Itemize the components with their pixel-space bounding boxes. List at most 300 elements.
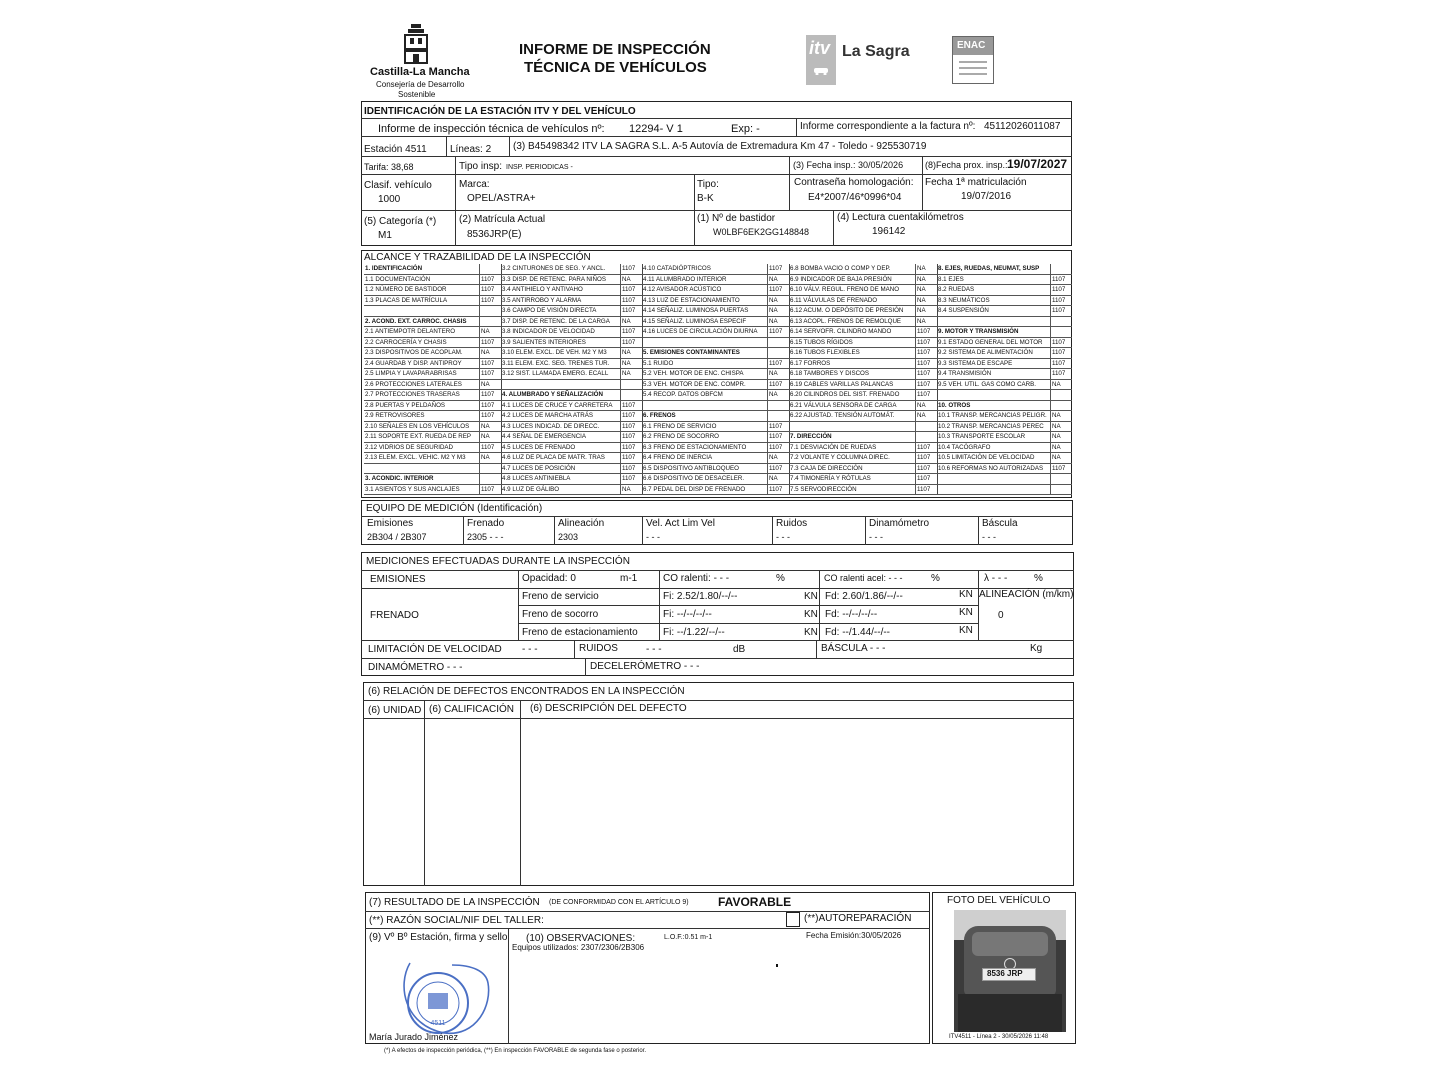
scope-item-code: NA <box>1050 432 1072 443</box>
photo-plate: 8536 JRP <box>987 969 1023 978</box>
scope-item-code: NA <box>915 296 937 307</box>
scope-item-label: 6.21 VÁLVULA SENSORA DE CARGA <box>789 401 915 412</box>
scope-item-label: 5. EMISIONES CONTAMINANTES <box>642 348 767 359</box>
scope-item-code: NA <box>1050 380 1072 391</box>
scope-item-code: NA <box>1050 422 1072 433</box>
scope-item-code <box>479 264 501 275</box>
scope-item-label: 9.5 VEH. UTIL. GAS COMO CARB. <box>937 380 1050 391</box>
scope-item-code: 1107 <box>479 411 501 422</box>
scope-item-code: 1107 <box>915 390 937 401</box>
scope-item-code <box>1050 317 1072 328</box>
scope-item-code: NA <box>767 317 789 328</box>
scope-item-code: 1107 <box>479 285 501 296</box>
scope-item-code: 1107 <box>915 369 937 380</box>
scope-item-code: NA <box>620 275 642 286</box>
scope-item-code: 1107 <box>767 422 789 433</box>
region-sub2: Sostenible <box>398 90 436 99</box>
scope-item-code: 1107 <box>915 348 937 359</box>
equipment-value: - - - <box>776 532 790 542</box>
scope-item-label: 3.1 ASIENTOS Y SUS ANCLAJES <box>364 485 479 496</box>
scope-item-code <box>1050 401 1072 412</box>
vehicle-photo <box>954 910 1066 1032</box>
scope-item-label: 3.10 ELEM. EXCL. DE VEH. M2 Y M3 <box>501 348 620 359</box>
scope-item-label: 1.2 NÚMERO DE BASTIDOR <box>364 285 479 296</box>
scope-item-code: 1107 <box>1050 348 1072 359</box>
scope-item-label <box>642 401 767 412</box>
equipment-label: Emisiones <box>367 518 414 529</box>
scope-item-label: 7.3 CAJA DE DIRECCIÓN <box>789 464 915 475</box>
kn-1: KN <box>804 591 818 602</box>
scope-item-label: 4.9 LUZ DE GÁLIBO <box>501 485 620 496</box>
col-unidad: (6) UNIDAD <box>368 705 422 716</box>
matricula-label: (2) Matrícula Actual <box>459 214 546 225</box>
scope-item-label: 3.6 CAMPO DE VISIÓN DIRECTA <box>501 306 620 317</box>
scope-item-code: NA <box>1050 411 1072 422</box>
ident-title: IDENTIFICACIÓN DE LA ESTACIÓN ITV Y DEL VEHÍCULO <box>364 106 636 117</box>
scope-item-label: 3. ACONDIC. INTERIOR <box>364 474 479 485</box>
scope-item-label: 2.11 SOPORTE EXT. RUEDA DE REP <box>364 432 479 443</box>
scope-item-label: 2.4 GUARDAB Y DISP. ANTIPROY <box>364 359 479 370</box>
co-acel-unit: % <box>931 573 940 584</box>
equipment-label: Báscula <box>982 518 1018 529</box>
next-insp-date: 19/07/2027 <box>1007 157 1068 171</box>
svg-text:4511: 4511 <box>430 1020 446 1027</box>
scope-item-label: 6.4 FRENO DE INERCIA <box>642 453 767 464</box>
scope-item-label: 10.3 TRANSPORTE ESCOLAR <box>937 432 1050 443</box>
scope-item-code <box>915 432 937 443</box>
vb-label: (9) Vº Bº Estación, firma y sello <box>369 932 508 943</box>
scope-item-label: 4.11 ALUMBRADO INTERIOR <box>642 275 767 286</box>
scope-item-label: 1.1 DOCUMENTACIÓN <box>364 275 479 286</box>
scope-item-code: 1107 <box>915 327 937 338</box>
scope-item-label: 6.11 VÁLVULAS DE FRENADO <box>789 296 915 307</box>
station: Estación 4511 <box>364 144 427 155</box>
equipment-divider <box>865 516 866 545</box>
scope-item-label: 4.12 AVISADOR ACÚSTICO <box>642 285 767 296</box>
scope-item-code <box>620 390 642 401</box>
photo-title: FOTO DEL VEHÍCULO <box>947 895 1051 906</box>
col-calificacion: (6) CALIFICACIÓN <box>429 704 515 715</box>
scope-item-label: 10.4 TACÓGRAFO <box>937 443 1050 454</box>
scope-item-code <box>479 474 501 485</box>
scope-item-code: NA <box>1050 443 1072 454</box>
scope-item-code: 1107 <box>767 285 789 296</box>
invoice-number: 45112026011087 <box>984 121 1061 132</box>
next-insp-label: (8)Fecha prox. insp.: <box>925 160 1008 170</box>
scope-item-label: 4.6 LUZ DE PLACA DE MATR. TRAS <box>501 453 620 464</box>
scope-item-label: 6. FRENOS <box>642 411 767 422</box>
scope-item-label: 2.7 PROTECCIONES TRASERAS <box>364 390 479 401</box>
lim-vel-value: - - - <box>522 644 538 655</box>
scope-item-code: 1107 <box>767 464 789 475</box>
equipos-utilizados: Equipos utilizados: 2307/2306/2B306 <box>512 943 645 952</box>
autoreparacion-checkbox <box>786 912 800 927</box>
scope-item-label: 6.5 DISPOSITIVO ANTIBLOQUEO <box>642 464 767 475</box>
scope-item-label: 1.3 PLACAS DE MATRÍCULA <box>364 296 479 307</box>
equipment-value: - - - <box>646 532 660 542</box>
scope-item-code: NA <box>767 369 789 380</box>
scope-item-label: 6.9 INDICADOR DE BAJA PRESIÓN <box>789 275 915 286</box>
scope-item-label: 3.3 DISP. DE RETENC. PARA NIÑOS <box>501 275 620 286</box>
db-unit: dB <box>733 644 746 655</box>
autoreparacion-label: (**)AUTOREPARACIÓN <box>804 913 912 924</box>
scope-item-code: NA <box>620 485 642 496</box>
scope-item-label: 6.6 DISPOSITIVO DE DESACELER. <box>642 474 767 485</box>
scope-grid <box>364 264 1072 496</box>
scope-item-code: NA <box>479 453 501 464</box>
scope-item-code: NA <box>767 453 789 464</box>
co-ralenti-unit: % <box>776 573 785 584</box>
scope-item-code: 1107 <box>767 380 789 391</box>
scope-item-code: 1107 <box>915 443 937 454</box>
scope-item-label: 4.2 LUCES DE MARCHA ATRÁS <box>501 411 620 422</box>
scope-item-code <box>767 411 789 422</box>
scope-item-code: 1107 <box>479 275 501 286</box>
scope-item-label: 9.1 ESTADO GENERAL DEL MOTOR <box>937 338 1050 349</box>
scope-item-label: 10.5 LIMITACIÓN DE VELOCIDAD <box>937 453 1050 464</box>
alineacion-value: 0 <box>998 610 1004 621</box>
scope-item-code: NA <box>915 264 937 275</box>
scope-item-label <box>789 422 915 433</box>
scope-item-label: 8.1 EJES <box>937 275 1050 286</box>
scope-item-code <box>767 348 789 359</box>
scope-item-label: 7. DIRECCIÓN <box>789 432 915 443</box>
scope-item-code: NA <box>915 411 937 422</box>
scope-item-label: 8.3 NEUMÁTICOS <box>937 296 1050 307</box>
scope-item-label: 5.2 VEH. MOTOR DE ENC. CHISPA <box>642 369 767 380</box>
lambda: λ - - - <box>984 573 1008 584</box>
scope-item-code <box>1050 264 1072 275</box>
scope-item-label: 6.1 FRENO DE SERVICIO <box>642 422 767 433</box>
equipment-divider <box>463 516 464 545</box>
scope-item-label: 2. ACOND. EXT. CARROC. CHASIS <box>364 317 479 328</box>
equipment-value: 2303 <box>558 532 579 542</box>
scope-item-label: 4.15 SEÑALIZ. LUMINOSA ESPECIF <box>642 317 767 328</box>
scope-item-label: 9. MOTOR Y TRANSMISIÓN <box>937 327 1050 338</box>
scope-item-code: 1107 <box>1050 359 1072 370</box>
scope-item-code: NA <box>1050 453 1072 464</box>
scope-item-label: 10.2 TRANSP. MERCANCIAS PEREC <box>937 422 1050 433</box>
scope-item-code: 1107 <box>620 264 642 275</box>
first-reg-label: Fecha 1ª matriculación <box>925 177 1027 188</box>
freno-servicio: Freno de servicio <box>522 591 599 602</box>
scope-item-label: 4. ALUMBRADO Y SEÑALIZACIÓN <box>501 390 620 401</box>
scope-item-label: 6.20 CILINDROS DEL SIST. FRENADO <box>789 390 915 401</box>
scope-item-label: 6.16 TUBOS FLEXIBLES <box>789 348 915 359</box>
scope-item-label: 1. IDENTIFICACIÓN <box>364 264 479 275</box>
scope-item-code: 1107 <box>767 443 789 454</box>
scope-item-label: 7.4 TIMONERÍA Y RÓTULAS <box>789 474 915 485</box>
scope-item-code <box>479 306 501 317</box>
scope-item-label: 4.7 LUCES DE POSICIÓN <box>501 464 620 475</box>
exp-value: Exp: - <box>731 123 760 135</box>
scope-column <box>789 264 938 495</box>
scope-item-code: 1107 <box>479 369 501 380</box>
emisiones-label: EMISIONES <box>370 574 426 585</box>
scope-item-code: 1107 <box>1050 285 1072 296</box>
scope-title: ALCANCE Y TRAZABILIDAD DE LA INSPECCIÓN <box>364 252 591 263</box>
scope-column <box>937 264 1072 495</box>
tipo-label: Tipo: <box>697 179 719 190</box>
enac-logo: ENAC <box>952 36 994 84</box>
result-value: FAVORABLE <box>718 895 792 909</box>
scope-item-code <box>1050 485 1072 496</box>
ruidos-value: - - - <box>646 644 662 655</box>
scope-item-label <box>937 317 1050 328</box>
scope-item-code: NA <box>479 422 501 433</box>
scope-item-code: 1107 <box>620 432 642 443</box>
scope-item-label: 8.4 SUSPENSIÓN <box>937 306 1050 317</box>
ruidos-label: RUIDOS <box>579 643 618 654</box>
scope-item-label: 7.2 VOLANTE Y COLUMNA DIREC. <box>789 453 915 464</box>
scope-item-label: 2.13 ELEM. EXCL. VEHIC. M2 Y M3 <box>364 453 479 464</box>
scope-item-code: 1107 <box>915 485 937 496</box>
photo-caption: ITV4511 - Línea 2 - 30/05/2026 11:48 <box>949 1034 1049 1040</box>
equipment-divider <box>978 516 979 545</box>
lines: Líneas: 2 <box>450 144 492 155</box>
report-number: 12294- V 1 <box>629 123 683 135</box>
scope-item-code: NA <box>620 369 642 380</box>
scope-item-code: NA <box>915 306 937 317</box>
scope-item-code: 1107 <box>1050 338 1072 349</box>
station-seal <box>392 955 496 1039</box>
scope-item-code: NA <box>620 359 642 370</box>
itv-logo: itv <box>806 35 836 85</box>
scope-item-label: 4.1 LUCES DE CRUCE Y CARRETERA <box>501 401 620 412</box>
scope-item-label: 6.3 FRENO DE ESTACIONAMIENTO <box>642 443 767 454</box>
lambda-unit: % <box>1034 573 1043 584</box>
freno-socorro: Freno de socorro <box>522 609 599 620</box>
scope-item-code: 1107 <box>479 359 501 370</box>
scope-item-label: 3.2 CINTURONES DE SEG. Y ANCL. <box>501 264 620 275</box>
result-label: (7) RESULTADO DE LA INSPECCIÓN <box>369 897 540 908</box>
measurements-title: MEDICIONES EFECTUADAS DURANTE LA INSPECCIÓN <box>366 556 630 567</box>
fd-estacionamiento: Fd: --/1.44/--/-- <box>825 627 891 638</box>
result-sub: (DE CONFORMIDAD CON EL ARTÍCULO 9) <box>549 899 689 906</box>
scope-item-code: 1107 <box>620 474 642 485</box>
scope-item-code: 1107 <box>620 296 642 307</box>
scope-item-code: NA <box>767 474 789 485</box>
scope-item-code: 1107 <box>620 464 642 475</box>
region-sub1: Consejería de Desarrollo <box>376 80 465 89</box>
scope-item-code: 1107 <box>620 401 642 412</box>
equipment-divider <box>642 516 643 545</box>
scope-item-code: NA <box>915 317 937 328</box>
scope-item-code: 1107 <box>915 380 937 391</box>
scope-item-code: NA <box>915 285 937 296</box>
scope-item-code <box>767 401 789 412</box>
decelerometro: DECELERÓMETRO - - - <box>590 661 700 672</box>
taller-label: (**) RAZÓN SOCIAL/NIF DEL TALLER: <box>369 915 544 926</box>
scope-item-code: 1107 <box>479 390 501 401</box>
frenado-label: FRENADO <box>370 610 419 621</box>
scope-item-code: 1107 <box>620 285 642 296</box>
freno-estacionamiento: Freno de estacionamiento <box>522 627 638 638</box>
kg-unit: Kg <box>1030 643 1043 654</box>
scope-item-label: 6.7 PEDAL DEL DISP DE FRENADO <box>642 485 767 496</box>
scope-item-label: 2.9 RETROVISORES <box>364 411 479 422</box>
scope-item-code: 1107 <box>767 359 789 370</box>
scope-item-label: 6.12 ACUM. O DEPÓSITO DE PRESIÓN <box>789 306 915 317</box>
document-title-2: TÉCNICA DE VEHÍCULOS <box>524 59 707 76</box>
matricula-value: 8536JRP(E) <box>467 229 522 240</box>
itv-logo-text: La Sagra <box>842 43 910 60</box>
scope-item-label: 9.4 TRANSMISIÓN <box>937 369 1050 380</box>
insp-date: (3) Fecha insp.: 30/05/2026 <box>793 160 904 170</box>
scope-item-code: 1107 <box>1050 306 1072 317</box>
scope-item-code: 1107 <box>479 485 501 496</box>
inspector-name: María Jurado Jiménez <box>369 1032 459 1042</box>
scope-item-label: 6.13 ACOPL. FRENOS DE REMOLQUE <box>789 317 915 328</box>
scope-item-code: 1107 <box>479 401 501 412</box>
scope-item-code: NA <box>915 275 937 286</box>
equipment-value: - - - <box>982 532 996 542</box>
scope-item-label: 5.4 RECOP. DATOS OBFCM <box>642 390 767 401</box>
scope-item-label: 4.10 CATADIÓPTRICOS <box>642 264 767 275</box>
scope-item-label: 4.5 LUCES DE FRENADO <box>501 443 620 454</box>
scope-item-code: 1107 <box>479 443 501 454</box>
equipment-value: 2305 - - - <box>467 532 504 542</box>
scope-item-code: 1107 <box>620 327 642 338</box>
document-title-1: INFORME DE INSPECCIÓN <box>519 41 711 58</box>
scope-item-code: NA <box>767 296 789 307</box>
scope-item-label: 5.3 VEH. MOTOR DE ENC. COMPR. <box>642 380 767 391</box>
scope-item-code: 1107 <box>915 474 937 485</box>
scope-item-label: 2.1 ANTIEMPOTR DELANTERO <box>364 327 479 338</box>
clasif-label: Clasif. vehículo <box>364 180 432 191</box>
scope-item-code <box>620 380 642 391</box>
kn-6: KN <box>959 625 973 636</box>
tariff: Tarifa: 38,68 <box>364 162 414 172</box>
equipment-label: Frenado <box>467 518 505 529</box>
scope-item-label: 3.4 ANTIHIELO Y ANTIVAHO <box>501 285 620 296</box>
scope-item-label: 3.5 ANTIRROBO Y ALARMA <box>501 296 620 307</box>
fi-socorro: Fi: --/--/--/-- <box>663 609 712 620</box>
scope-item-code: NA <box>479 348 501 359</box>
scope-item-code <box>479 317 501 328</box>
scope-item-label: 9.2 SISTEMA DE ALIMENTACIÓN <box>937 348 1050 359</box>
scope-item-label: 6.22 AJUSTAD. TENSIÓN AUTOMÁT. <box>789 411 915 422</box>
scope-item-code: 1107 <box>620 453 642 464</box>
fecha-emision: Fecha Emisión:30/05/2026 <box>806 931 902 940</box>
fd-socorro: Fd: --/--/--/-- <box>825 609 878 620</box>
equipment-label: Ruidos <box>776 518 808 529</box>
scope-item-label: 6.17 FORROS <box>789 359 915 370</box>
scope-item-label: 9.3 SISTEMA DE ESCAPE <box>937 359 1050 370</box>
kn-4: KN <box>959 589 973 600</box>
scope-item-code: 1107 <box>620 306 642 317</box>
homolog-value: E4*2007/46*0996*04 <box>808 192 902 203</box>
scope-item-label <box>364 306 479 317</box>
scope-item-label: 6.18 TAMBORES Y DISCOS <box>789 369 915 380</box>
report-label: Informe de inspección técnica de vehículos nº: <box>378 123 605 135</box>
scope-item-code <box>1050 327 1072 338</box>
scope-item-label: 2.5 LIMPIA Y LAVAPARABRISAS <box>364 369 479 380</box>
scope-item-label <box>642 338 767 349</box>
scope-item-label: 6.19 CABLES VARILLAS PALANCAS <box>789 380 915 391</box>
scope-item-label: 3.8 INDICADOR DE VELOCIDAD <box>501 327 620 338</box>
equipment-value: - - - <box>869 532 883 542</box>
scope-item-label: 10.1 TRANSP. MERCANCIAS PELIGR. <box>937 411 1050 422</box>
company: (3) B45498342 ITV LA SAGRA S.L. A-5 Autovía de Extremadura Km 47 - Toledo - 925530719 <box>513 141 927 152</box>
fi-servicio: Fi: 2.52/1.80/--/-- <box>663 591 738 602</box>
scope-item-code: NA <box>767 306 789 317</box>
scope-item-code: 1107 <box>479 296 501 307</box>
scope-item-code: 1107 <box>620 338 642 349</box>
invoice-label: Informe correspondiente a la factura nº: <box>800 121 976 132</box>
scope-item-label: 2.2 CARROCERÍA Y CHASIS <box>364 338 479 349</box>
scope-item-code: NA <box>620 348 642 359</box>
scope-item-code <box>479 464 501 475</box>
dot-mark <box>776 964 778 967</box>
scope-item-label: 4.8 LUCES ANTINIEBLA <box>501 474 620 485</box>
fi-estacionamiento: Fi: --/1.22/--/-- <box>663 627 725 638</box>
scope-item-label: 3.7 DISP. DE RETENC. DE LA CARGA <box>501 317 620 328</box>
scope-item-code: NA <box>479 327 501 338</box>
scope-item-label: 10. OTROS <box>937 401 1050 412</box>
scope-item-label: 6.10 VÁLV. REGUL. FRENO DE MANO <box>789 285 915 296</box>
scope-item-code: NA <box>767 390 789 401</box>
scope-item-label: 6.15 TUBOS RÍGIDOS <box>789 338 915 349</box>
scope-item-code: NA <box>479 432 501 443</box>
scope-item-code: 1107 <box>915 338 937 349</box>
km-value: 196142 <box>872 226 906 237</box>
homolog-label: Contraseña homologación: <box>794 177 914 188</box>
scope-item-code: 1107 <box>1050 369 1072 380</box>
scope-item-label: 6.8 BOMBA VACIO O COMP Y DEP. <box>789 264 915 275</box>
scope-item-label: 7.1 DESVIACIÓN DE RUEDAS <box>789 443 915 454</box>
alineacion-label: ALINEACIÓN (m/km) <box>979 589 1074 600</box>
scope-item-label: 8. EJES, RUEDAS, NEUMAT, SUSP <box>937 264 1050 275</box>
scope-item-label <box>937 390 1050 401</box>
insp-type-label: Tipo insp: <box>459 161 502 172</box>
scope-item-label: 5.1 RUIDO <box>642 359 767 370</box>
categoria-label: (5) Categoría (*) <box>364 216 437 227</box>
scope-item-code <box>1050 474 1072 485</box>
scope-item-label: 4.13 LUZ DE ESTACIONAMIENTO <box>642 296 767 307</box>
scope-item-code: 1107 <box>767 327 789 338</box>
kn-3: KN <box>804 627 818 638</box>
scope-item-code: 1107 <box>915 359 937 370</box>
insp-type: INSP. PERIODICAS - <box>506 164 573 171</box>
scope-item-code: NA <box>479 380 501 391</box>
scope-item-code: 1107 <box>767 485 789 496</box>
equipment-value: 2B304 / 2B307 <box>367 532 427 542</box>
co-acel: CO ralenti acel: - - - <box>824 573 903 583</box>
bastidor-value: W0LBF6EK2GG148848 <box>713 227 810 237</box>
scope-item-code: NA <box>620 317 642 328</box>
scope-item-label: 7.5 SERVODIRECCIÓN <box>789 485 915 496</box>
kn-5: KN <box>959 607 973 618</box>
scope-item-label: 4.14 SEÑALIZ. LUMINOSA PUERTAS <box>642 306 767 317</box>
scope-column <box>642 264 790 495</box>
scope-item-code: 1107 <box>1050 296 1072 307</box>
scope-item-code: NA <box>767 275 789 286</box>
marca-value: OPEL/ASTRA+ <box>467 193 536 204</box>
kn-2: KN <box>804 609 818 620</box>
scope-item-code: 1107 <box>620 422 642 433</box>
scope-item-code: 1107 <box>915 453 937 464</box>
scope-item-code: 1107 <box>620 411 642 422</box>
scope-item-label: 4.16 LUCES DE CIRCULACIÓN DIURNA <box>642 327 767 338</box>
scope-item-label: 2.8 PUERTAS Y PELDAÑOS <box>364 401 479 412</box>
castilla-la-mancha-logo <box>398 22 434 66</box>
equipment-label: Dinamómetro <box>869 518 930 529</box>
scope-item-code <box>915 422 937 433</box>
scope-item-label: 4.3 LUCES INDICAD. DE DIRECC. <box>501 422 620 433</box>
scope-item-code <box>1050 390 1072 401</box>
categoria-value: M1 <box>378 230 392 241</box>
